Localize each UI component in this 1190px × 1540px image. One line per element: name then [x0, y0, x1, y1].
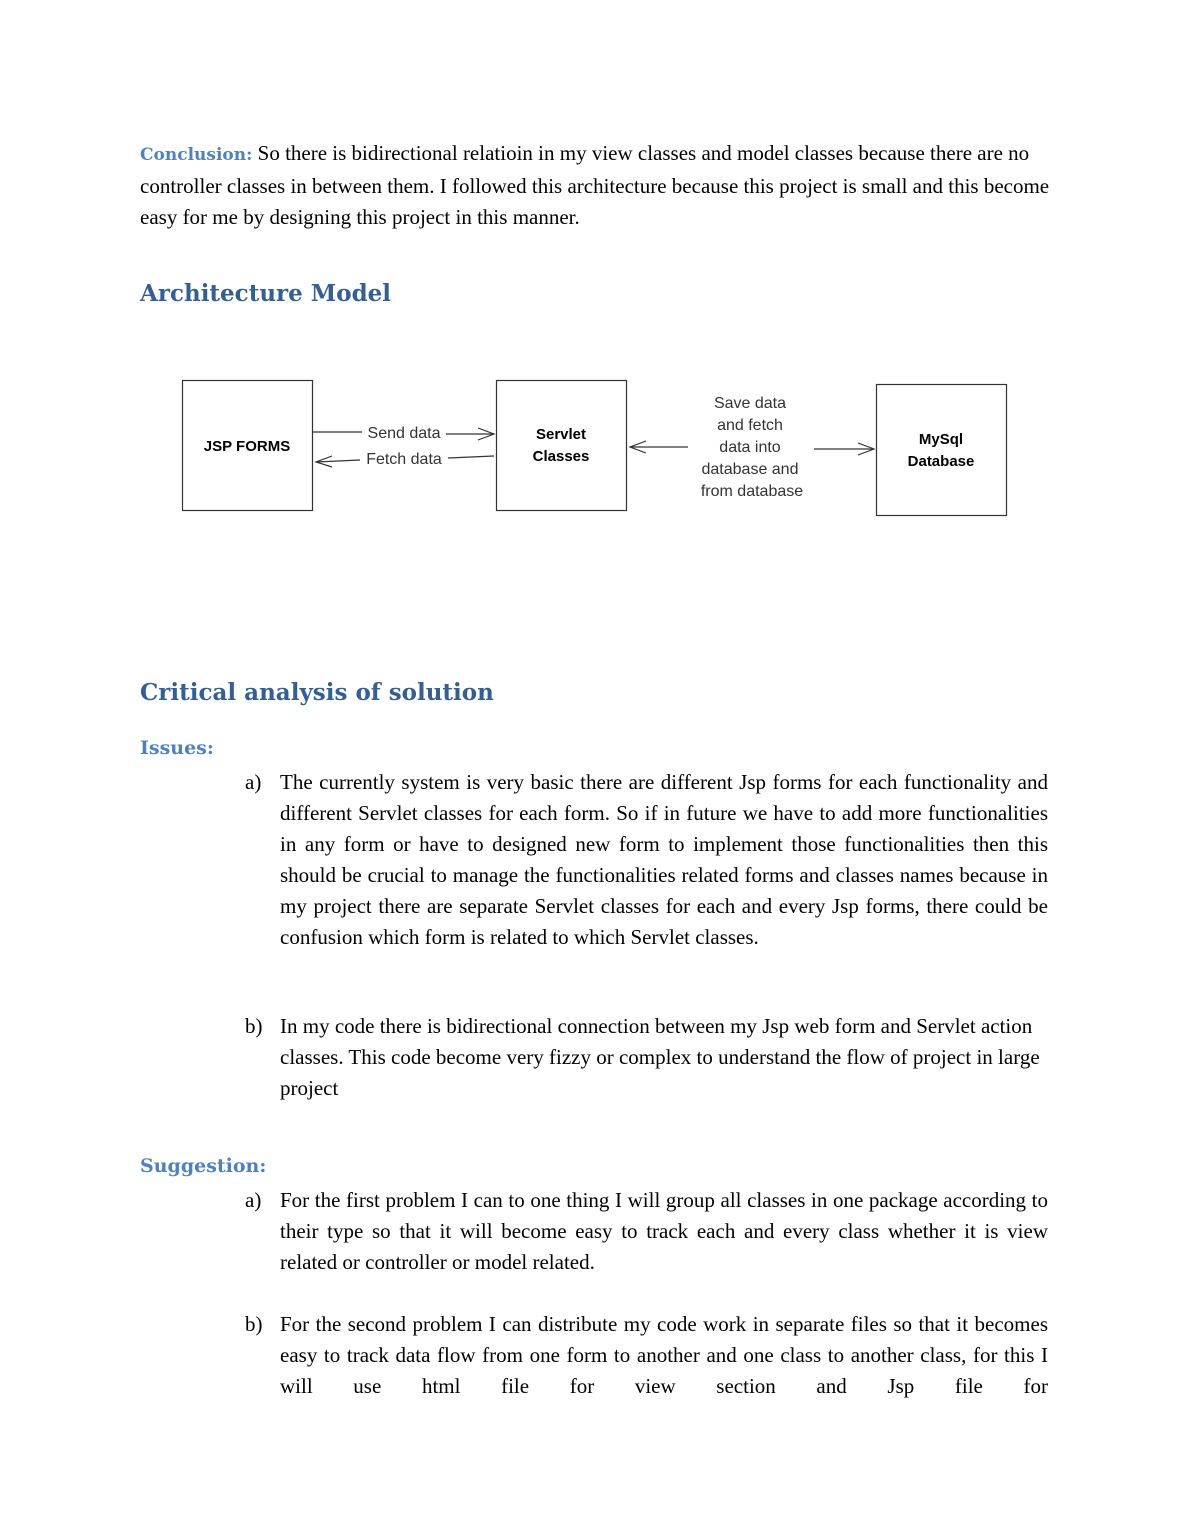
db-operation-label	[701, 395, 803, 500]
fetch-arrow	[316, 460, 360, 462]
servlet-label-1: Servlet	[535, 426, 587, 443]
conclusion-text: So there is bidirectional relatioin in my view classes and model classes because there are no controller classes in between them. I followed this architecture because this project is small and this become easy for me by designing this project in this manner.	[140, 141, 1050, 229]
servlet-classes-box	[497, 381, 627, 511]
svg-text:data into: data into	[719, 439, 781, 456]
issues-heading: Issues:	[140, 737, 214, 759]
list-marker: a)	[245, 770, 262, 794]
mysql-label-1: MySql	[918, 431, 964, 448]
suggestion-item	[245, 1309, 1048, 1402]
architecture-diagram	[0, 360, 1190, 540]
fetch-data-label: Fetch data	[366, 451, 442, 468]
mysql-label-2: Database	[907, 453, 975, 470]
conclusion-paragraph	[140, 138, 1050, 233]
jsp-forms-label: JSP FORMS	[203, 438, 291, 455]
servlet-label-2: Classes	[532, 448, 590, 465]
svg-text:Save data: Save data	[713, 395, 787, 412]
issue-text: In my code there is bidirectional connection between my Jsp web form and Servlet action classes. This code become very fizzy or complex to understand the flow of project in large project	[280, 1014, 1040, 1100]
suggestion-text: For the first problem I can to one thing I will group all classes in one package according to their type so that it will become easy to track each and every class whether it is view related or controller or model related.	[280, 1188, 1048, 1274]
list-marker: a)	[245, 1188, 262, 1212]
suggestion-heading: Suggestion:	[140, 1155, 267, 1177]
issue-item	[245, 1011, 1048, 1104]
svg-text:database and: database and	[701, 461, 799, 478]
mysql-database-box	[877, 385, 1007, 516]
architecture-heading: Architecture Model	[140, 280, 392, 307]
list-marker: b)	[245, 1312, 263, 1336]
suggestion-item	[245, 1185, 1048, 1278]
conclusion-label: Conclusion:	[140, 145, 253, 165]
suggestion-text: For the second problem I can distribute my code work in separate files so that it becomes easy to track data flow from one form to another and one class to another class, for this I will use html file for view section and Jsp file for	[280, 1312, 1048, 1398]
list-marker: b)	[245, 1014, 263, 1038]
issue-text: The currently system is very basic there are different Jsp forms for each functionality and different Servlet classes for each form. So if in future we have to add more functionalities in any form or have to designed new form to implement those functionalities then this should be crucial to manage the functionalities related forms and classes names because in my project there are separate Servlet classes for each and every Jsp forms, there could be confusion which form is related to which Servlet classes.	[280, 770, 1048, 949]
svg-text:from database: from database	[700, 483, 804, 500]
send-data-label: Send data	[367, 425, 441, 442]
critical-analysis-heading: Critical analysis of solution	[140, 679, 494, 706]
issue-item	[245, 767, 1048, 953]
svg-text:and fetch: and fetch	[717, 417, 783, 434]
